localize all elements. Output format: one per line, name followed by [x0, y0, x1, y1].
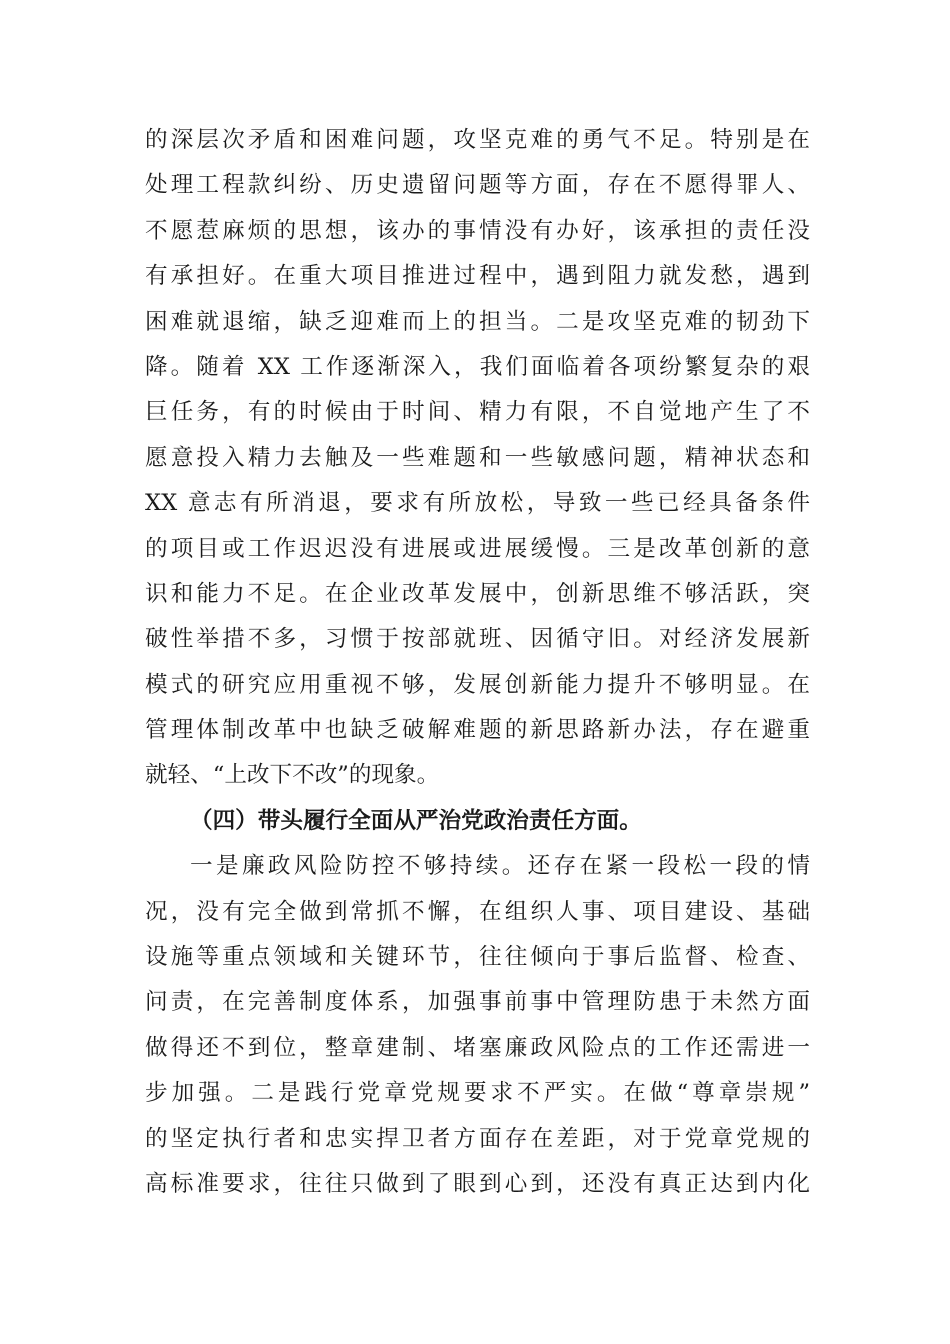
paragraph-line: 做得还不到位，整章建制、堵塞廉政风险点的工作还需进一	[145, 1034, 810, 1061]
paragraph-line: 模式的研究应用重视不够，发展创新能力提升不够明显。在	[145, 671, 810, 698]
paragraph-line: 不愿惹麻烦的思想，该办的事情没有办好，该承担的责任没	[145, 217, 810, 244]
paragraph-line: 的坚定执行者和忠实捍卫者方面存在差距，对于党章党规的	[145, 1125, 810, 1152]
paragraph-line: 设施等重点领域和关键环节，往往倾向于事后监督、检查、	[145, 944, 810, 971]
paragraph-line: 巨任务，有的时候由于时间、精力有限，不自觉地产生了不	[145, 399, 810, 426]
paragraph-line: 破性举措不多，习惯于按部就班、因循守旧。对经济发展新	[145, 626, 810, 653]
paragraph-line: 就轻、“上改下不改”的现象。	[145, 762, 440, 789]
paragraph-line: 的项目或工作迟迟没有进展或进展缓慢。三是改革创新的意	[145, 535, 810, 562]
paragraph-line: XX 意志有所消退，要求有所放松，导致一些已经具备条件	[145, 490, 810, 517]
paragraph-line: 识和能力不足。在企业改革发展中，创新思维不够活跃，突	[145, 580, 810, 607]
paragraph-line: 愿意投入精力去触及一些难题和一些敏感问题，精神状态和	[145, 444, 810, 471]
paragraph-line: 高标准要求，往往只做到了眼到心到，还没有真正达到内化	[145, 1170, 810, 1197]
paragraph-line: 的深层次矛盾和困难问题，攻坚克难的勇气不足。特别是在	[145, 127, 810, 153]
document-body	[145, 118, 810, 1207]
paragraph-line: 处理工程款纠纷、历史遗留问题等方面，存在不愿得罪人、	[145, 172, 810, 199]
paragraph-line: 困难就退缩，缺乏迎难而上的担当。二是攻坚克难的韧劲下	[145, 308, 810, 335]
paragraph-line: 管理体制改革中也缺乏破解难题的新思路新办法，存在避重	[145, 717, 810, 744]
paragraph-line: 问责，在完善制度体系，加强事前事中管理防患于未然方面	[145, 989, 810, 1016]
paragraph-line: 降。随着 XX 工作逐渐深入，我们面临着各项纷繁复杂的艰	[145, 353, 810, 380]
section-heading: （四）带头履行全面从严治党政治责任方面。	[190, 807, 642, 834]
paragraph-line: 况，没有完全做到常抓不懈，在组织人事、项目建设、基础	[145, 898, 810, 925]
paragraph-line: 步加强。二是践行党章党规要求不严实。在做“尊章崇规”	[145, 1080, 810, 1107]
paragraph-line: 一是廉政风险防控不够持续。还存在紧一段松一段的情	[190, 853, 810, 880]
paragraph-line: 有承担好。在重大项目推进过程中，遇到阻力就发愁，遇到	[145, 263, 810, 290]
